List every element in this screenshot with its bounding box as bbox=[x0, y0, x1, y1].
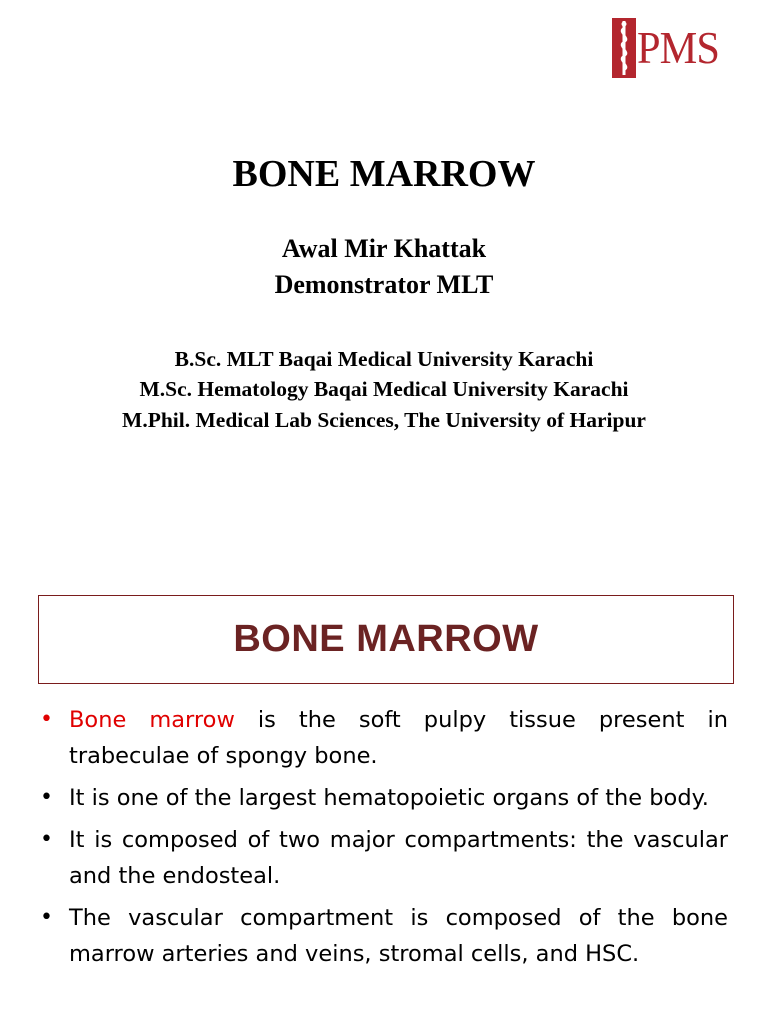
bullet-item bbox=[38, 702, 728, 774]
bullet-dot-icon: • bbox=[40, 905, 53, 930]
bullet-item bbox=[38, 900, 728, 972]
presenter-role: Demonstrator MLT bbox=[274, 270, 494, 299]
pms-logo bbox=[612, 17, 726, 79]
qualification-mphil: M.Phil. Medical Lab Sciences, The University of Haripur bbox=[122, 408, 646, 432]
logo-text: PMS bbox=[637, 22, 719, 73]
bullet-list bbox=[38, 702, 728, 978]
qualification-msc: M.Sc. Hematology Baqai Medical University Karachi bbox=[139, 377, 629, 401]
bullet-dot-icon: • bbox=[40, 827, 53, 852]
bullet-text: It is one of the largest hematopoietic organs of the body. bbox=[69, 785, 709, 811]
bullet-dot-icon: • bbox=[40, 785, 53, 810]
slide-heading: BONE MARROW bbox=[233, 618, 539, 660]
presenter-name: Awal Mir Khattak bbox=[281, 234, 487, 263]
bullet-text: The vascular compartment is composed of the bone marrow arteries and veins, stromal cells, and HSC. bbox=[69, 905, 728, 967]
presentation-title: BONE MARROW bbox=[232, 153, 536, 195]
bullet-text: It is composed of two major compartments: the vascular and the endosteal. bbox=[69, 827, 728, 889]
slide-heading-box bbox=[38, 595, 734, 684]
content-slide bbox=[0, 580, 768, 1024]
bullet-item bbox=[38, 822, 728, 894]
bullet-item bbox=[38, 780, 728, 816]
bullet-highlight: Bone marrow bbox=[69, 707, 235, 733]
bullet-text: is the soft pulpy tissue present in trabeculae of spongy bone. bbox=[69, 707, 728, 769]
caduceus-icon bbox=[612, 18, 636, 78]
bullet-dot-icon: • bbox=[40, 707, 53, 732]
qualification-bsc: B.Sc. MLT Baqai Medical University Karachi bbox=[174, 347, 594, 371]
